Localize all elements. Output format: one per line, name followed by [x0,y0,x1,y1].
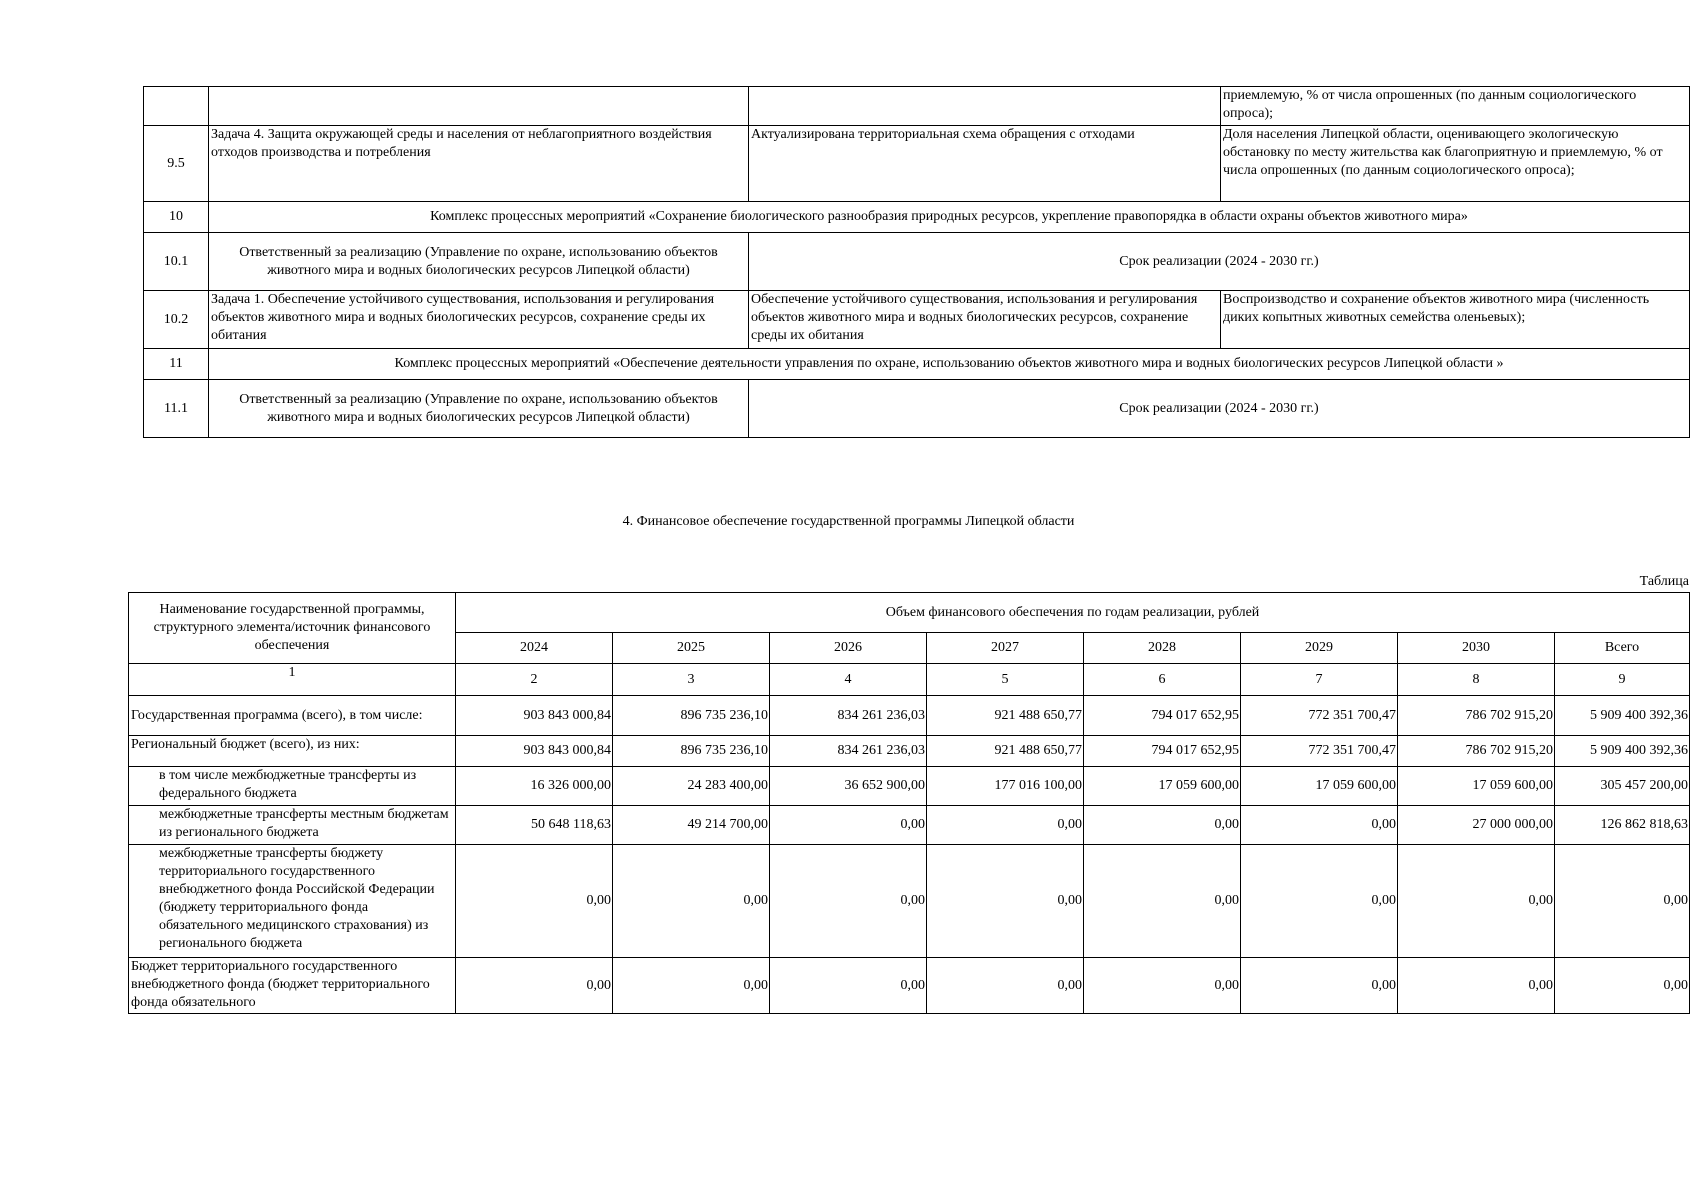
table-row [129,767,1690,806]
value-cell: 903 843 000,84 [456,736,613,767]
row-number [144,87,209,126]
header-row [129,593,1690,633]
value-cell: 794 017 652,95 [1084,696,1241,736]
value-cell: 0,00 [1398,845,1555,958]
year-header: 2027 [927,633,1084,664]
table-row [129,696,1690,736]
table-row [144,233,1690,291]
table-row [129,806,1690,845]
table-row [144,349,1690,380]
value-cell: 0,00 [927,845,1084,958]
row-number: 9.5 [144,126,209,202]
year-header: 2026 [770,633,927,664]
value-cell: 0,00 [770,845,927,958]
value-cell: 772 351 700,47 [1241,736,1398,767]
value-cell: 0,00 [613,845,770,958]
complex-title: Комплекс процессных мероприятий «Сохранение биологического разнообразия природных ресурсов, укрепление правопорядка в области охраны объектов животного мира» [209,202,1690,233]
value-cell: 16 326 000,00 [456,767,613,806]
row-number: 10 [144,202,209,233]
complex-title: Комплекс процессных мероприятий «Обеспечение деятельности управления по охране, использованию объектов животного мира и водных биологических ресурсов Липецкой области » [209,349,1690,380]
indicator-cell: Доля населения Липецкой области, оценивающего экологическую обстановку по месту жительства как благоприятную и приемлемую, % от числа опрошенных (по данным социологического опроса); [1221,126,1690,202]
table-row [129,845,1690,958]
value-cell: 0,00 [1084,958,1241,1014]
value-cell: 0,00 [1084,806,1241,845]
indicator-cell: Воспроизводство и сохранение объектов животного мира (численность диких копытных животных семейства оленьевых); [1221,291,1690,349]
column-number: 8 [1398,664,1555,696]
value-cell: 794 017 652,95 [1084,736,1241,767]
value-cell: 0,00 [456,845,613,958]
column-number: 9 [1555,664,1690,696]
task-cell [209,87,749,126]
table-row [144,202,1690,233]
year-header: 2024 [456,633,613,664]
row-label: Государственная программа (всего), в том числе: [129,696,456,736]
value-cell: 786 702 915,20 [1398,736,1555,767]
value-cell: 0,00 [927,958,1084,1014]
value-cell: 786 702 915,20 [1398,696,1555,736]
value-cell: 834 261 236,03 [770,736,927,767]
value-cell: 0,00 [1241,806,1398,845]
value-cell: 896 735 236,10 [613,736,770,767]
column-number: 6 [1084,664,1241,696]
table-row [144,380,1690,438]
value-cell: 17 059 600,00 [1398,767,1555,806]
period-cell: Срок реализации (2024 - 2030 гг.) [749,233,1690,291]
value-cell: 921 488 650,77 [927,736,1084,767]
responsible-cell: Ответственный за реализацию (Управление по охране, использованию объектов животного мира и водных биологических ресурсов Липецкой области) [209,380,749,438]
total-cell: 0,00 [1555,958,1690,1014]
value-cell: 772 351 700,47 [1241,696,1398,736]
value-cell: 0,00 [1398,958,1555,1014]
row-label: Региональный бюджет (всего), из них: [129,736,456,767]
column-number: 4 [770,664,927,696]
total-cell: 5 909 400 392,36 [1555,696,1690,736]
year-header: 2025 [613,633,770,664]
column-number-row [129,664,1690,696]
year-header: 2029 [1241,633,1398,664]
row-number: 11.1 [144,380,209,438]
value-cell: 17 059 600,00 [1084,767,1241,806]
value-cell: 0,00 [927,806,1084,845]
row-number: 10.1 [144,233,209,291]
value-cell: 834 261 236,03 [770,696,927,736]
row-number: 10.2 [144,291,209,349]
table-row [144,291,1690,349]
period-cell: Срок реализации (2024 - 2030 гг.) [749,380,1690,438]
finance-table [128,592,1690,1014]
value-cell: 0,00 [1241,845,1398,958]
indicator-cell: приемлемую, % от числа опрошенных (по данным социологического опроса); [1221,87,1690,126]
value-cell: 0,00 [613,958,770,1014]
table-row [129,958,1690,1014]
value-cell: 0,00 [456,958,613,1014]
value-cell: 24 283 400,00 [613,767,770,806]
year-header: 2030 [1398,633,1555,664]
result-cell: Обеспечение устойчивого существования, использования и регулирования объектов животного мира и водных биологических ресурсов, сохранение среды их обитания [749,291,1221,349]
total-cell: 126 862 818,63 [1555,806,1690,845]
result-cell: Актуализирована территориальная схема обращения с отходами [749,126,1221,202]
total-cell: 305 457 200,00 [1555,767,1690,806]
responsible-cell: Ответственный за реализацию (Управление по охране, использованию объектов животного мира и водных биологических ресурсов Липецкой области) [209,233,749,291]
value-cell: 177 016 100,00 [927,767,1084,806]
row-number: 11 [144,349,209,380]
value-cell: 0,00 [1241,958,1398,1014]
row-label: Бюджет территориального государственного внебюджетного фонда (бюджет территориального фонда обязательного [129,958,456,1014]
year-header: 2028 [1084,633,1241,664]
value-cell: 36 652 900,00 [770,767,927,806]
name-column-header: Наименование государственной программы, структурного элемента/источник финансового обеспечения [129,593,456,664]
row-label: межбюджетные трансферты местным бюджетам из регионального бюджета [129,806,456,845]
result-cell [749,87,1221,126]
total-cell: 0,00 [1555,845,1690,958]
total-cell: 5 909 400 392,36 [1555,736,1690,767]
task-table [143,86,1690,438]
value-cell: 0,00 [1084,845,1241,958]
row-label: межбюджетные трансферты бюджету территориального государственного внебюджетного фонда Российской Федерации (бюджету территориального фонда обязательного медицинского страхования) из регионального бюджета [129,845,456,958]
task-cell: Задача 4. Защита окружающей среды и населения от неблагоприятного воздействия отходов производства и потребления [209,126,749,202]
table-caption: Таблица [1639,574,1689,589]
column-number: 7 [1241,664,1398,696]
value-cell: 903 843 000,84 [456,696,613,736]
value-cell: 921 488 650,77 [927,696,1084,736]
value-cell: 17 059 600,00 [1241,767,1398,806]
volume-header: Объем финансового обеспечения по годам реализации, рублей [456,593,1690,633]
column-number: 1 [129,664,456,696]
task-cell: Задача 1. Обеспечение устойчивого существования, использования и регулирования объектов животного мира и водных биологических ресурсов, сохранение среды их обитания [209,291,749,349]
section-title: 4. Финансовое обеспечение государственной программы Липецкой области [622,514,1075,529]
value-cell: 0,00 [770,958,927,1014]
row-label: в том числе межбюджетные трансферты из федерального бюджета [129,767,456,806]
column-number: 5 [927,664,1084,696]
total-header: Всего [1555,633,1690,664]
value-cell: 49 214 700,00 [613,806,770,845]
value-cell: 50 648 118,63 [456,806,613,845]
value-cell: 27 000 000,00 [1398,806,1555,845]
column-number: 3 [613,664,770,696]
table-row [144,126,1690,202]
table-row [144,87,1690,126]
table-row [129,736,1690,767]
value-cell: 896 735 236,10 [613,696,770,736]
value-cell: 0,00 [770,806,927,845]
column-number: 2 [456,664,613,696]
